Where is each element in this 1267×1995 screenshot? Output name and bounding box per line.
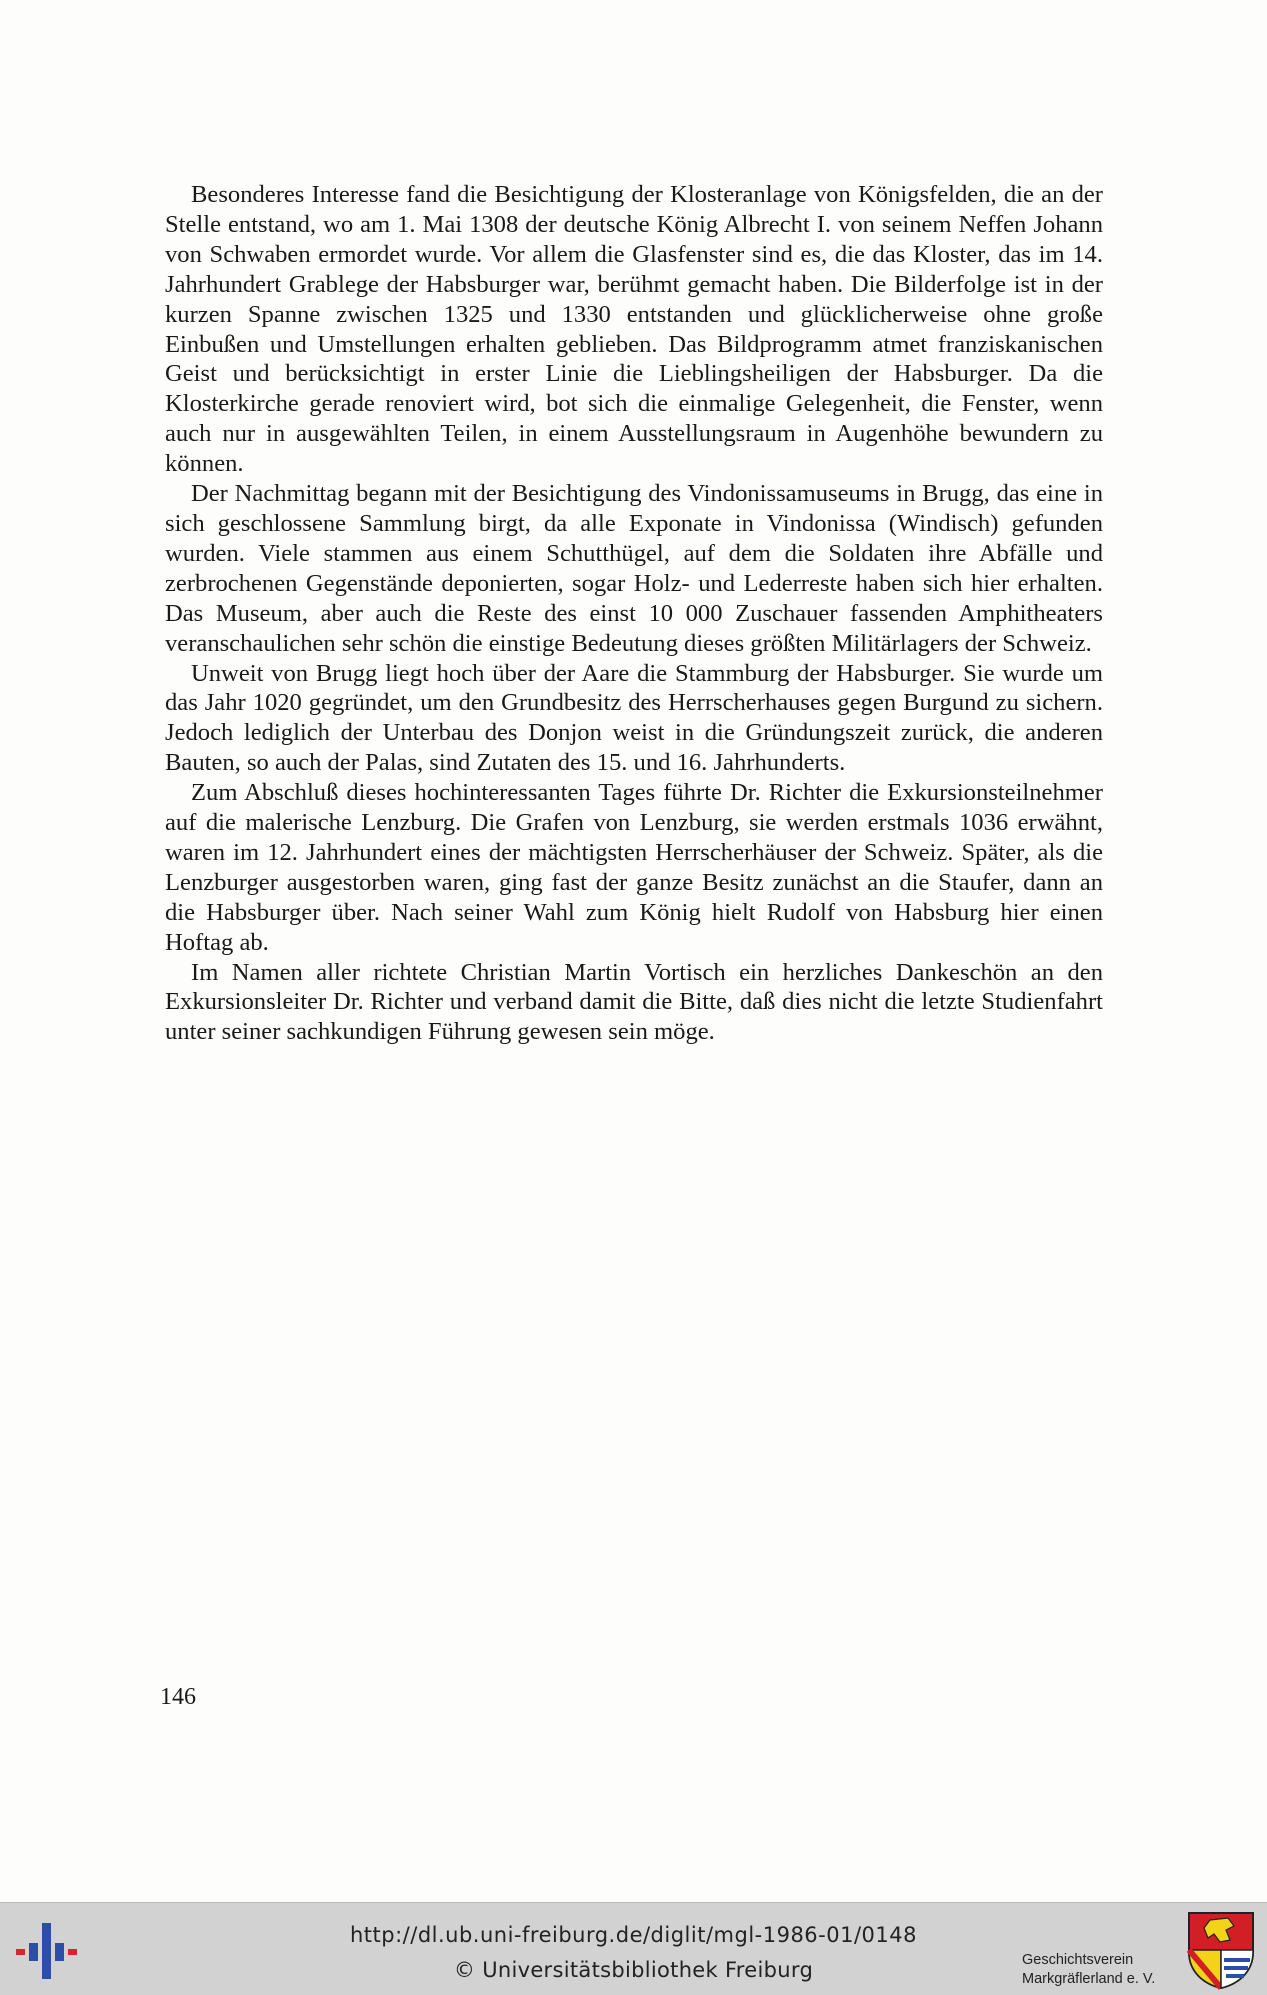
paragraph-1: Besonderes Interesse fand die Besichtigung der Klosteranlage von Königsfelden, die an der Stelle entstand, wo am 1. Mai 1308 der deutsche König Albrecht I. von seinem Neffen Johann von Schwaben ermordet wurde. Vor allem die Glasfenster sind es, die das Kloster, das im 14. Jahrhundert Grablege der Habsburger war, berühmt gemacht haben. Die Bilderfolge ist in der kurzen Spanne zwischen 1325 und 1330 entstanden und glücklicherweise ohne große Einbußen und Umstellungen erhalten geblieben. Das Bildprogramm atmet franziskanischen Geist und berücksichtigt in erster Linie die Lieblingsheiligen der Habsburger. Da die Klosterkirche gerade renoviert wird, bot sich die einmalige Gelegenheit, die Fenster, wenn auch nur in ausgewählten Teilen, in einem Ausstellungsraum in Augenhöhe bewundern zu können. (165, 181, 1103, 478)
copyright-text: © Universitätsbibliothek Freiburg (453, 1958, 814, 1982)
document-url-link[interactable]: http://dl.ub.uni-freiburg.de/diglit/mgl-1986-01/0148 (349, 1923, 917, 1947)
body-text (165, 180, 1103, 1047)
society-name (1022, 1951, 1155, 1989)
society-line-2: Markgräflerland e. V. (1022, 1971, 1156, 1987)
society-line-1: Geschichtsverein (1022, 1952, 1134, 1968)
paragraph-3: Unweit von Brugg liegt hoch über der Aare die Stammburg der Habsburger. Sie wurde um das Jahr 1020 gegründet, um den Grundbesitz des Herrscherhauses gegen Burgund zu sichern. Jedoch lediglich der Unterbau des Donjon weist in die Gründungszeit zurück, die anderen Bauten, so auch der Palas, sind Zutaten des 15. und 16. Jahrhunderts. (165, 659, 1103, 777)
viewer-footer (0, 1902, 1267, 1995)
paragraph-4: Zum Abschluß dieses hochinteressanten Tages führte Dr. Richter die Exkursionsteilnehmer auf die malerische Lenzburg. Die Grafen von Lenzburg, sie werden erstmals 1036 erwähnt, waren im 12. Jahrhundert eines der mächtigsten Herrscherhäuser der Schweiz. Später, als die Lenzburger ausgestorben waren, ging fast der ganze Besitz zunächst an die Staufer, dann an die Habsburger über. Nach seiner Wahl zum König hielt Rudolf von Habsburg hier einen Hoftag ab. (165, 779, 1103, 956)
coat-of-arms-icon[interactable] (1186, 1910, 1256, 1990)
page-number: 146 (160, 1684, 196, 1710)
paragraph-5: Im Namen aller richtete Christian Martin Vortisch ein herzliches Dankeschön an den Exkursionsleiter Dr. Richter und verband damit die Bitte, daß dies nicht die letzte Studienfahrt unter seiner sachkundigen Führung gewesen sein möge. (165, 958, 1103, 1046)
paragraph-2: Der Nachmittag begann mit der Besichtigung des Vindonissamuseums in Brugg, das eine in sich geschlossene Sammlung birgt, da alle Exponate in Vindonissa (Windisch) gefunden wurden. Viele stammen aus einem Schutthügel, auf dem die Soldaten ihre Abfälle und zerbrochenen Gegenstände deponierten, sogar Holz- und Lederreste haben sich hier erhalten. Das Museum, aber auch die Reste des einst 10 000 Zuschauer fassenden Amphitheaters veranschaulichen sehr schön die einstige Bedeutung dieses größten Militärlagers der Schweiz. (165, 480, 1103, 657)
